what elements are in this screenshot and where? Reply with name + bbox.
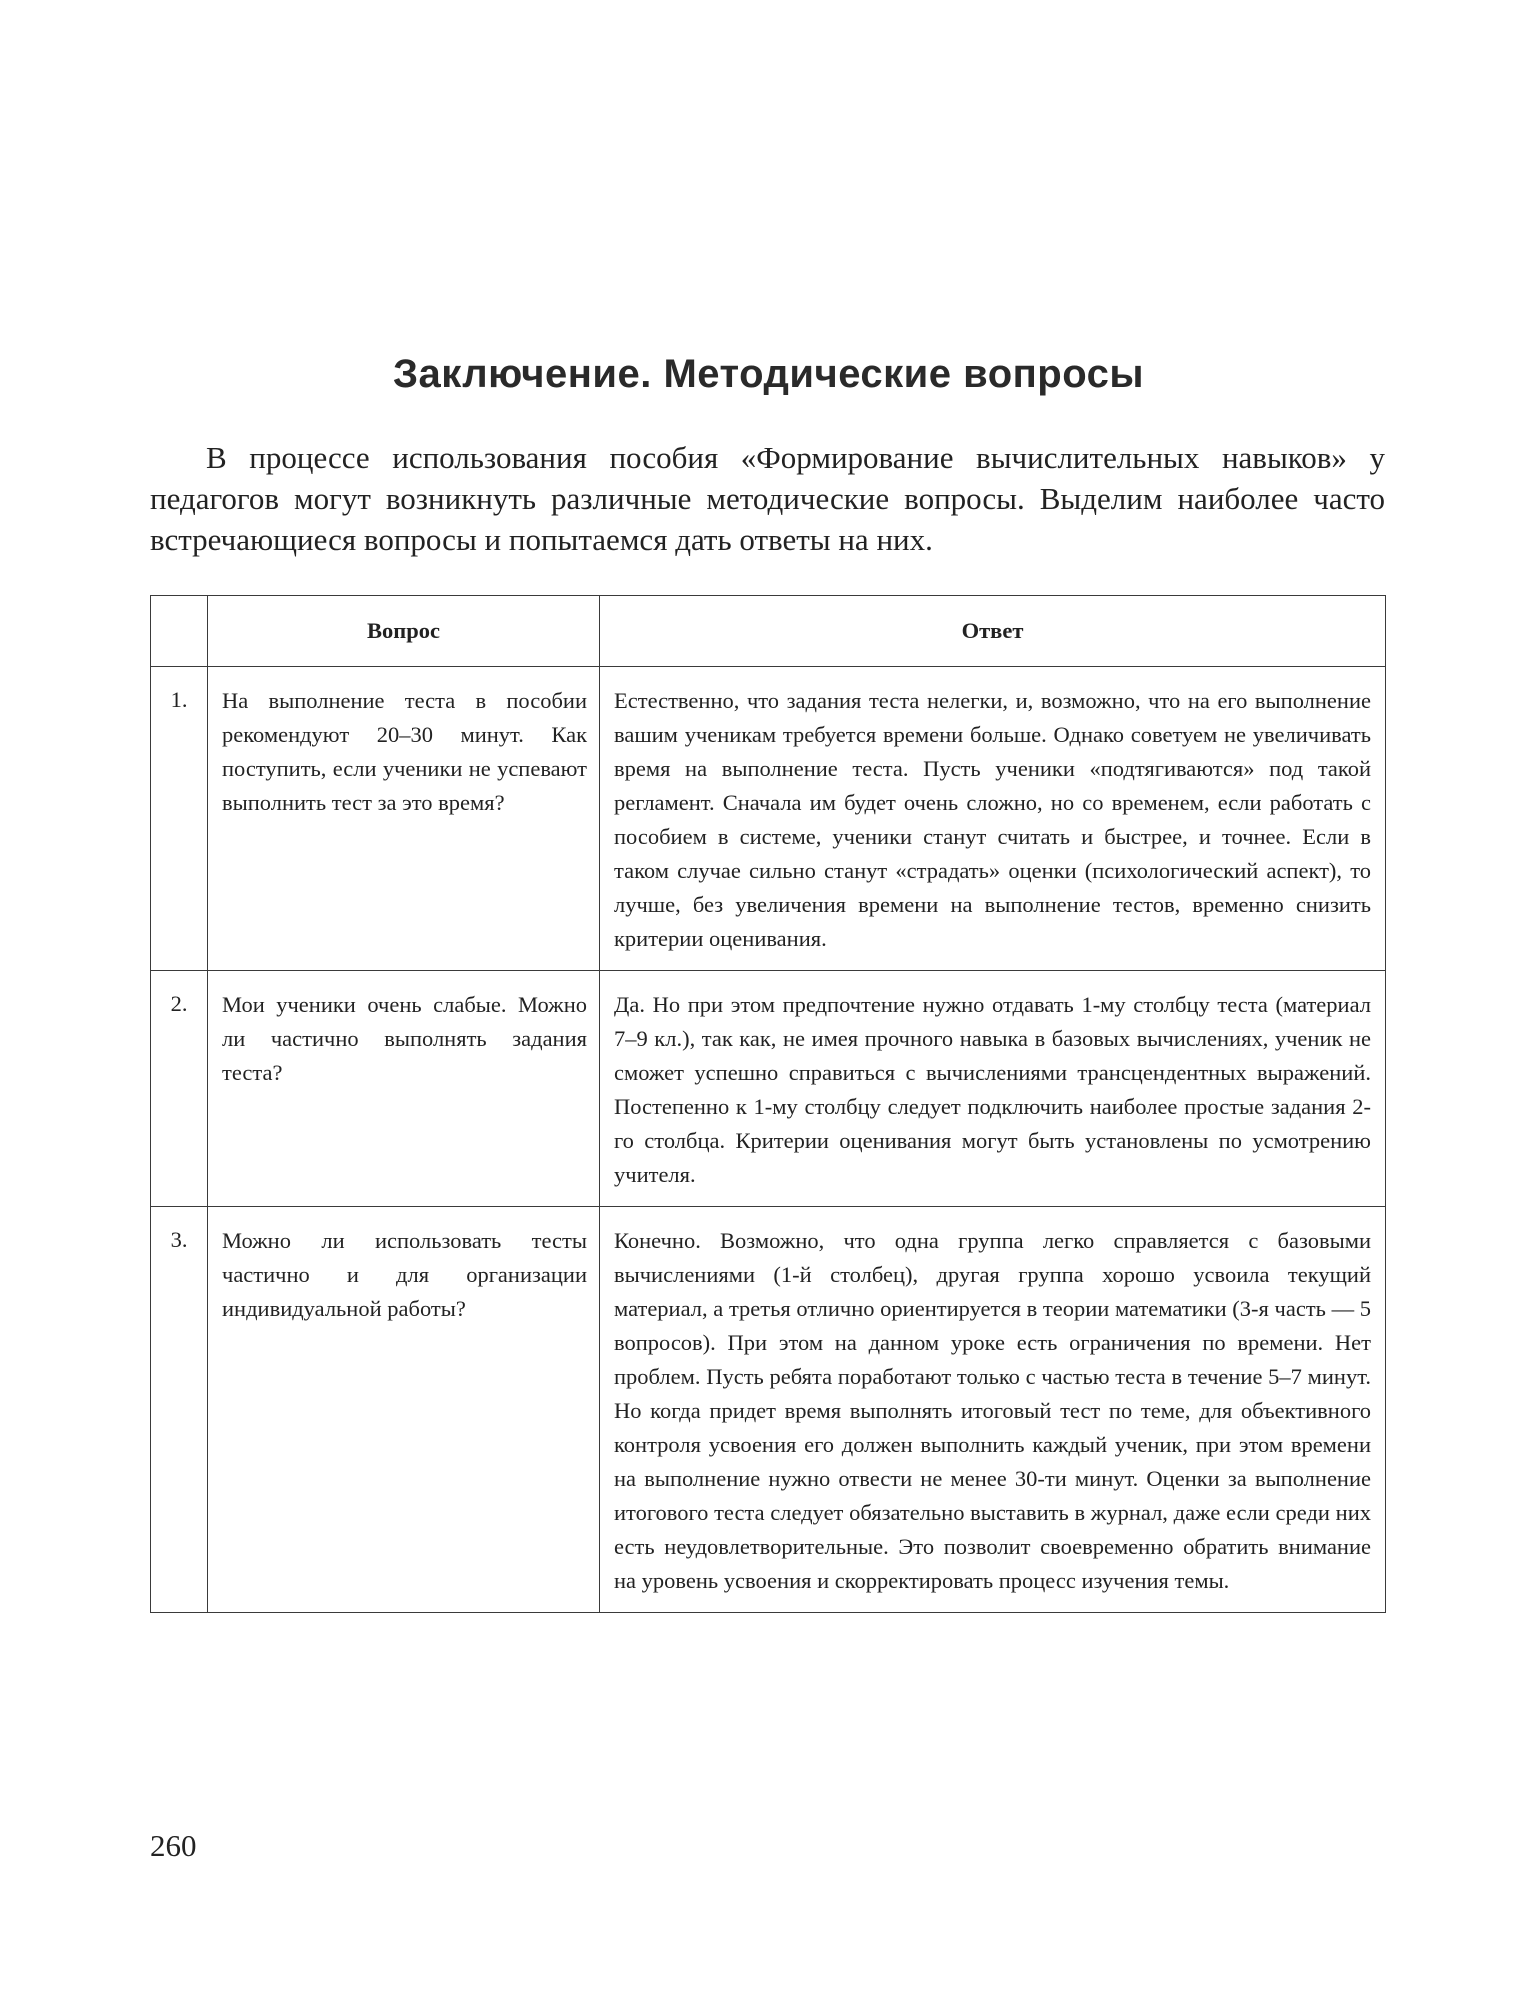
table-row: [151, 971, 1386, 1207]
table-row: [151, 667, 1386, 971]
row-answer: Да. Но при этом предпочтение нужно отдавать 1-му столбцу теста (материал 7–9 кл.), так как, не имея прочного навыка в базовых вычислениях, ученик не сможет успешно справиться с вычислениями трансцендентных выражений. Постепенно к 1-му столбцу следует подключить наиболее простые задания 2-го столбца. Критерии оценивания могут быть установлены по усмотрению учителя.: [600, 971, 1386, 1207]
header-answer: Ответ: [600, 596, 1386, 667]
row-number: 2.: [151, 971, 208, 1207]
row-number: 3.: [151, 1207, 208, 1613]
page-title: Заключение. Методические вопросы: [392, 352, 1145, 396]
row-question: Мои ученики очень слабые. Можно ли частично выполнять задания теста?: [208, 971, 600, 1207]
intro-paragraph: В процессе использования пособия «Формирование вычислительных навыков» у педагогов могут возникнуть различные методические вопросы. Выделим наиболее часто встречающиеся вопросы и попытаемся дать ответы на них.: [150, 440, 1385, 557]
page-number: 260: [150, 1828, 197, 1863]
row-question: Можно ли использовать тесты частично и для организации индивидуальной работы?: [208, 1207, 600, 1613]
table-row: [151, 1207, 1386, 1613]
row-answer: Естественно, что задания теста нелегки, и, возможно, что на его выполнение вашим ученикам требуется времени больше. Однако советуем не увеличивать время на выполнение теста. Пусть ученики «подтягиваются» под такой регламент. Сначала им будет очень сложно, но со временем, если работать с пособием в системе, ученики станут считать и быстрее, и точнее. Если в таком случае сильно станут «страдать» оценки (психологический аспект), то лучше, без увеличения времени на выполнение тестов, временно снизить критерии оценивания.: [600, 667, 1386, 971]
row-answer: Конечно. Возможно, что одна группа легко справляется с базовыми вычислениями (1-й столбец), другая группа хорошо усвоила текущий материал, а третья отлично ориентируется в теории математики (3-я часть — 5 вопросов). При этом на данном уроке есть ограничения по времени. Нет проблем. Пусть ребята поработают только с частью теста в течение 5–7 минут. Но когда придет время выполнять итоговый тест по теме, для объективного контроля усвоения его должен выполнить каждый ученик, при этом времени на выполнение нужно отвести не менее 30-ти минут. Оценки за выполнение итогового теста следует обязательно выставить в журнал, даже если среди них есть неудовлетворительные. Это позволит своевременно обратить внимание на уровень усвоения и скорректировать процесс изучения темы.: [600, 1207, 1386, 1613]
qa-table: [150, 595, 1386, 1613]
row-question: На выполнение теста в пособии рекомендуют 20–30 минут. Как поступить, если ученики не успевают выполнить тест за это время?: [208, 667, 600, 971]
row-number: 1.: [151, 667, 208, 971]
header-question: Вопрос: [208, 596, 600, 667]
header-number: [151, 596, 208, 667]
table-header-row: [151, 596, 1386, 667]
